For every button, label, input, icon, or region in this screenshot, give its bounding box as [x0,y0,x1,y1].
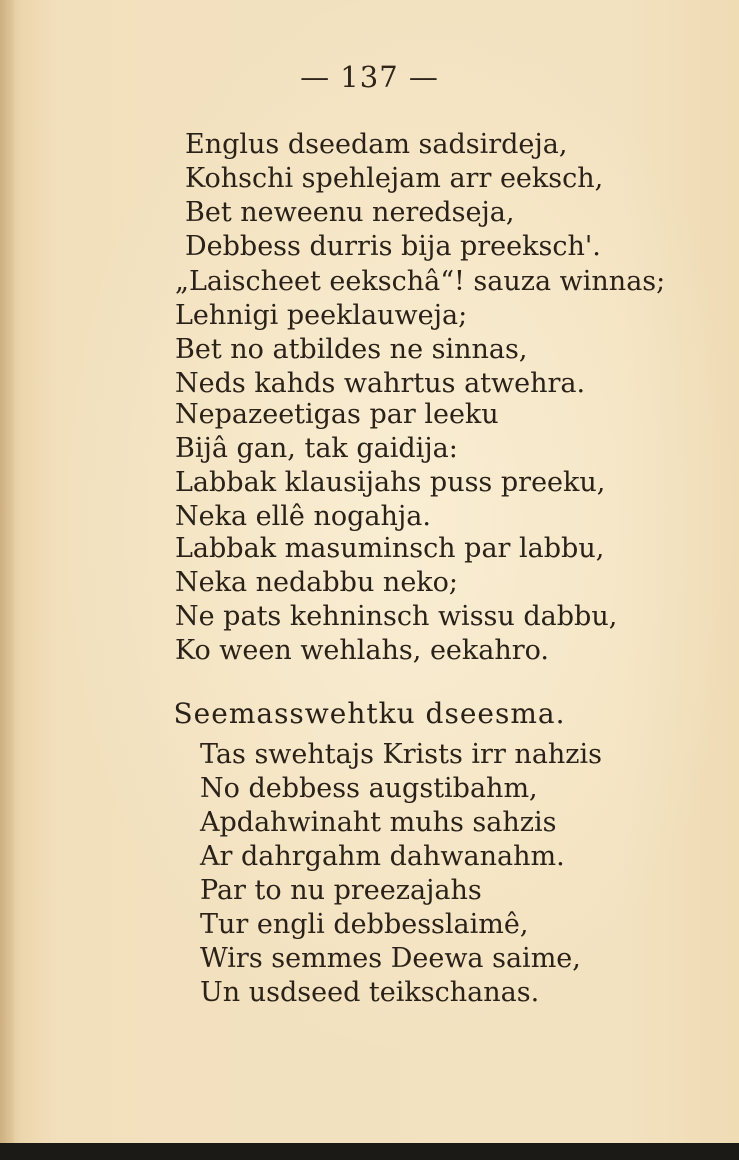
song-line: Tur engli debbesslaimê, [200,909,529,940]
poem-line: Neka nedabbu neko; [175,567,459,598]
poem-line: Neka ellê nogahja. [175,501,431,532]
poem-line: Neds kahds wahrtus atwehra. [175,368,586,399]
stanza-2 [175,265,665,401]
song-line: Ar dahrgahm dahwanahm. [200,841,565,872]
christmas-song [200,738,602,1010]
stanza-1 [185,128,603,264]
poem-line: „Laischeet eekschâ“! sauza winnas; [175,266,666,297]
scan-edge-band [0,1143,739,1160]
poem-line: Ko ween wehlahs, eekahro. [175,635,550,666]
poem-line: Bet no atbildes ne sinnas, [175,334,528,365]
poem-line: Bijâ gan, tak gaidija: [175,433,458,464]
stanza-4 [175,532,617,668]
poem-line: Englus dseedam sadsirdeja, [185,129,568,160]
stanza-3 [175,398,605,534]
poem-line: Labbak klausijahs puss preeku, [175,467,606,498]
song-line: Par to nu preezajahs [200,875,482,906]
poem-line: Ne pats kehninsch wissu dabbu, [175,601,618,632]
poem-line: Lehnigi peeklauweja; [175,300,468,331]
song-line: Tas swehtajs Krists irr nahzis [200,739,603,770]
section-title: Seemasswehtku dseesma. [173,697,566,730]
page-number: — 137 — [300,60,439,94]
song-line: No debbess augstibahm, [200,773,538,804]
song-line: Wirs semmes Deewa saime, [200,943,581,974]
poem-line: Nepazeetigas par leeku [175,399,499,430]
poem-line: Labbak masuminsch par labbu, [175,533,605,564]
song-line: Un usdseed teikschanas. [200,977,540,1008]
poem-line: Bet neweenu neredseja, [185,197,515,228]
song-line: Apdahwinaht muhs sahzis [200,807,557,838]
poem-line: Debbess durris bija preeksch'. [185,231,601,262]
poem-line: Kohschi spehlejam arr eeksch, [185,163,604,194]
